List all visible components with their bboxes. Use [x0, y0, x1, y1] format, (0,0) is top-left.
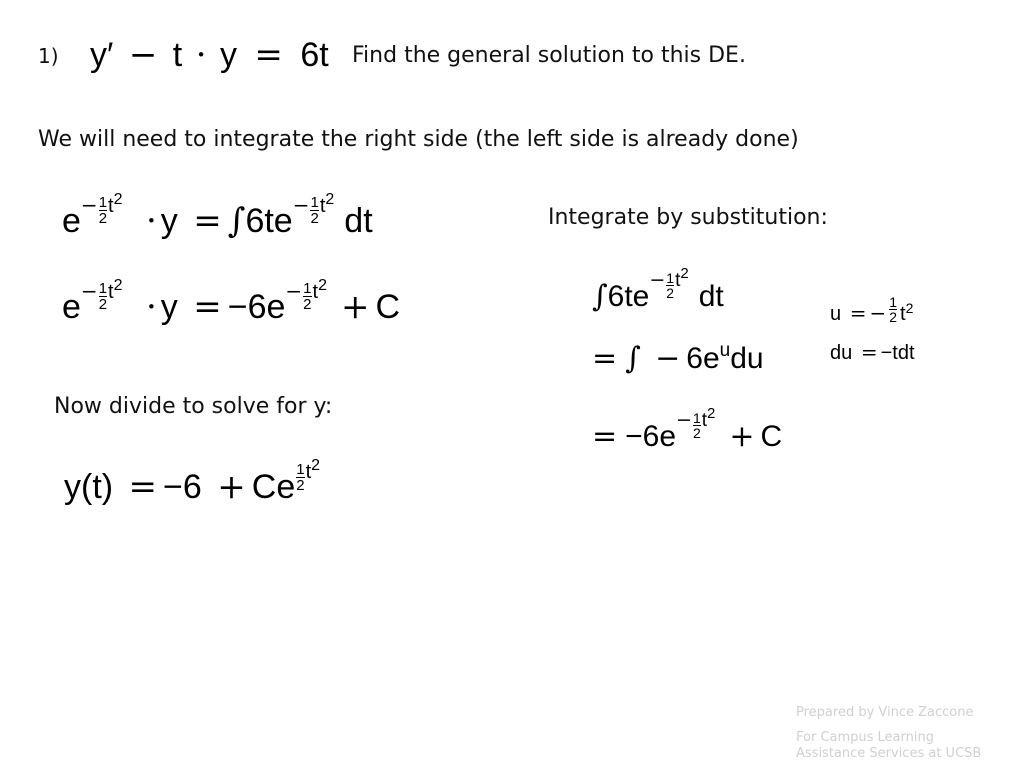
sub3-exponent [676, 405, 716, 441]
step2-y: y [160, 288, 178, 326]
udef-exp-2: 2 [905, 300, 914, 316]
step1-int-exp-neg: − [292, 193, 310, 217]
step1-frac-den: 2 [98, 210, 108, 227]
eq-equals: = [254, 35, 283, 75]
step2-rhs-exp-t: t [312, 281, 319, 303]
sub1-frac-num: 1 [666, 270, 675, 286]
solution-rhs: −6 [163, 468, 202, 506]
step1-dt: dt [344, 202, 373, 240]
step1-exp-2: 2 [113, 191, 123, 208]
step1-integrand-exponent [292, 191, 335, 227]
step1-equals: = [193, 201, 222, 241]
footer-for-line2: Assistance Services at UCSB [796, 746, 982, 761]
sub2-neg: − [655, 341, 681, 376]
sub1-frac-den: 2 [666, 285, 675, 301]
sub3-plus: + [729, 419, 755, 454]
sub1-exponent [649, 265, 689, 301]
note-divide: Now divide to solve for y: [54, 394, 333, 419]
eq-t: t [172, 36, 183, 74]
step2-plus: + [340, 287, 370, 327]
sub2-equals: = [592, 341, 618, 376]
eq-y-prime: y′ [90, 36, 114, 74]
sub1-exp-frac [666, 271, 674, 300]
dudef-du: du [830, 342, 853, 364]
step1-e: e [62, 202, 81, 240]
solution-plus: + [217, 467, 246, 507]
substitution-heading: Integrate by substitution: [548, 205, 828, 230]
udef-u: u [830, 303, 842, 325]
udef-neg: − [869, 301, 887, 325]
udef-frac-num: 1 [889, 294, 898, 310]
sub1-exp-neg: − [649, 269, 666, 291]
step2-rhs-exp-neg: − [285, 279, 303, 303]
note-integrate: We will need to integrate the right side (the left side is already done) [38, 127, 799, 152]
eq-rhs: 6t [300, 36, 329, 74]
sub3-exp-2: 2 [707, 405, 716, 422]
sub2-integral-sign: ∫ [625, 341, 641, 376]
sub3-exp-neg: − [676, 409, 692, 431]
eq-dot: · [195, 35, 207, 75]
solution-exp-t: t [305, 461, 312, 483]
step1-y: y [160, 202, 178, 240]
step1-dot: · [145, 201, 157, 241]
u-definition [830, 295, 913, 331]
step2-rhs-frac-den: 2 [303, 296, 312, 313]
step2-equals: = [193, 287, 222, 327]
sub1-integral-sign: ∫ [592, 279, 608, 314]
sub1-exp-t: t [675, 270, 681, 291]
solution-lhs: y(t) [64, 468, 114, 506]
step1-exp-neg: − [80, 193, 98, 217]
sub2-du: du [730, 342, 764, 375]
step2-frac-num: 1 [98, 280, 108, 297]
solution-ce: Ce [251, 468, 296, 506]
sub2-u: u [719, 340, 731, 361]
sub3-equals: = [592, 419, 618, 454]
step2-dot: · [145, 287, 157, 327]
step1-int-exp-frac [310, 195, 318, 226]
step2-exp-t: t [108, 281, 114, 303]
sub3-constant: C [760, 420, 783, 453]
step1-int-frac-den: 2 [310, 210, 319, 227]
substitution-line1 [592, 262, 724, 312]
step2-rhs-exp-frac [303, 281, 311, 312]
step1-int-exp-2: 2 [325, 191, 335, 208]
dudef-rhs: −tdt [880, 342, 915, 364]
dudef-equals: = [860, 340, 878, 364]
sub1-dt: dt [698, 280, 724, 313]
step1-integrand: 6te [245, 202, 293, 240]
sub1-integrand: 6te [607, 280, 650, 313]
solution-exp-2: 2 [311, 457, 321, 474]
footer-for-line1: For Campus Learning [796, 730, 934, 745]
step1-exp-frac [99, 195, 107, 226]
udef-frac [889, 295, 897, 324]
sub3-exp-frac [693, 411, 701, 440]
step1-integral-sign: ∫ [227, 201, 246, 241]
udef-frac-den: 2 [889, 309, 898, 325]
step2-exp-frac [99, 281, 107, 312]
step2-constant: C [375, 288, 401, 326]
problem-instruction: Find the general solution to this DE. [352, 43, 746, 68]
step2-rhs-exponent [285, 277, 327, 313]
step2-equation [62, 270, 401, 327]
udef-t: t [900, 303, 906, 325]
sub1-exp-2: 2 [680, 265, 689, 282]
differential-equation [90, 35, 329, 75]
du-definition [830, 342, 915, 363]
solution-equals: = [128, 467, 158, 507]
solution-frac-num: 1 [296, 461, 305, 478]
solution-exp-frac [296, 462, 304, 493]
step2-rhs: −6e [227, 288, 286, 326]
eq-y: y [219, 36, 237, 74]
sub2-body: 6e [686, 342, 720, 375]
step2-rhs-frac-num: 1 [303, 280, 312, 297]
sub3-frac-den: 2 [692, 425, 701, 441]
solution-frac-den: 2 [296, 477, 305, 494]
step1-frac-num: 1 [98, 194, 108, 211]
step1-int-frac-num: 1 [310, 194, 319, 211]
step2-rhs-exp-2: 2 [318, 277, 327, 294]
step2-e: e [62, 288, 81, 326]
substitution-line2 [592, 340, 764, 376]
footer-prepared-by: Prepared by Vince Zaccone [796, 705, 974, 720]
step1-exponent [80, 191, 123, 227]
step2-exp-2: 2 [113, 277, 123, 294]
eq-minus: − [128, 35, 158, 75]
substitution-line3 [592, 402, 782, 452]
step2-frac-den: 2 [98, 296, 108, 313]
step1-equation [62, 184, 373, 241]
problem-number: 1) [38, 44, 59, 68]
solution-exponent [295, 457, 321, 494]
step2-exponent [80, 277, 123, 313]
udef-equals: = [849, 301, 867, 325]
sub3-rhs: −6e [625, 420, 677, 453]
step1-exp-t: t [108, 195, 114, 217]
solution-equation [64, 450, 321, 507]
step1-int-exp-t: t [319, 195, 326, 217]
step2-exp-neg: − [80, 279, 98, 303]
sub3-exp-t: t [701, 410, 708, 431]
sub3-frac-num: 1 [692, 410, 701, 426]
